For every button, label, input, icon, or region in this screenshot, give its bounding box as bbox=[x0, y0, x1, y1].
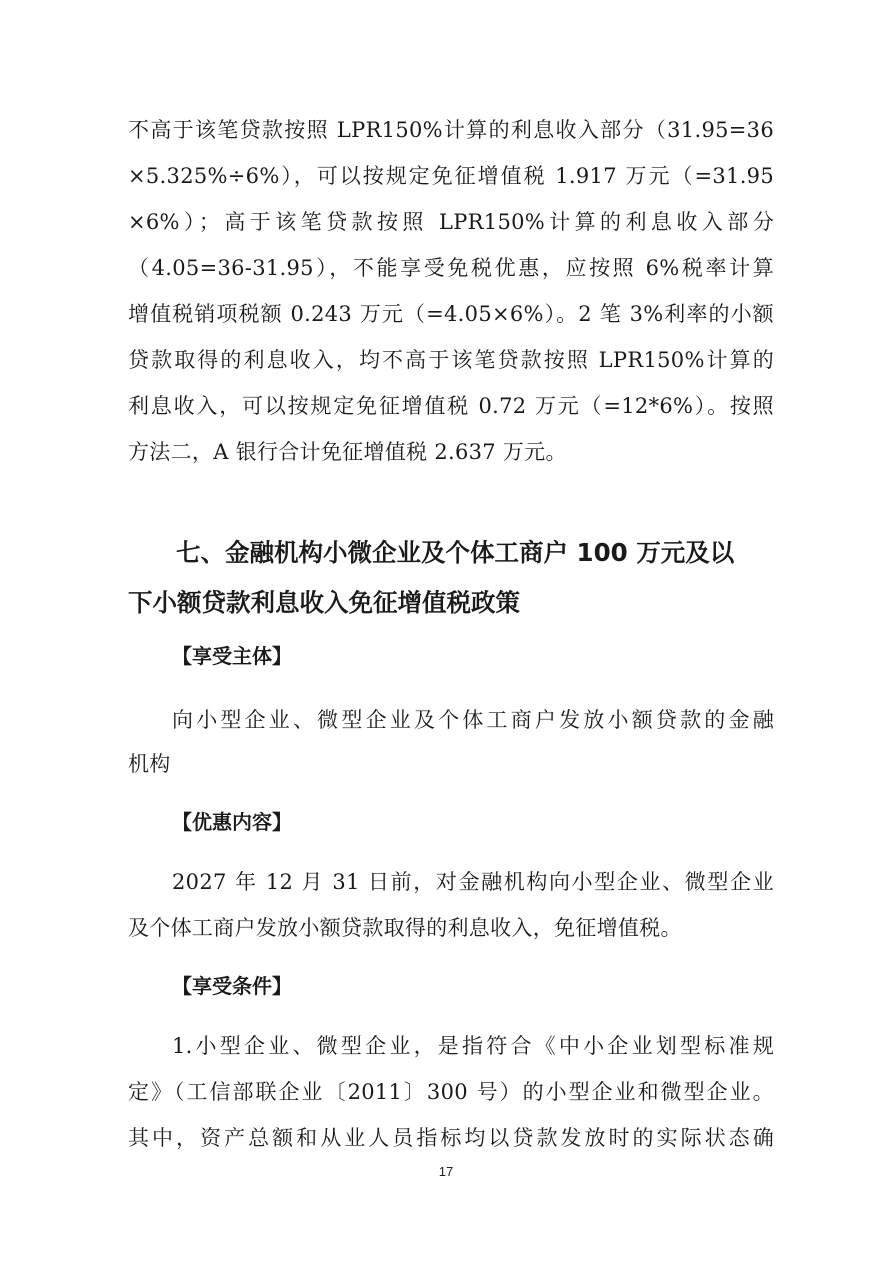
section-heading-line: 七、金融机构小微企业及个体工商户 100 万元及以 bbox=[176, 538, 735, 567]
paragraph-line: 贷款取得的利息收入，均不高于该笔贷款按照 LPR150%计算的 bbox=[128, 348, 774, 372]
section-heading-line: 下小额贷款利息收入免征增值税政策 bbox=[128, 588, 520, 617]
benefit-line: 2027 年 12 月 31 日前，对金融机构向小型企业、微型企业 bbox=[172, 870, 774, 894]
benefit-line: 及个体工商户发放小额贷款取得的利息收入，免征增值税。 bbox=[128, 916, 682, 940]
paragraph-line: ×6%）；高于该笔贷款按照 LPR150%计算的利息收入部分 bbox=[128, 210, 774, 234]
page-number: 17 bbox=[438, 1164, 454, 1179]
subject-label: 【享受主体】 bbox=[172, 644, 292, 668]
paragraph-line: 不高于该笔贷款按照 LPR150%计算的利息收入部分（31.95=36 bbox=[128, 118, 774, 142]
paragraph-line: ×5.325%÷6%），可以按规定免征增值税 1.917 万元（=31.95 bbox=[128, 164, 774, 188]
conditions-label: 【享受条件】 bbox=[172, 974, 292, 998]
conditions-line: 定》（工信部联企业〔2011〕300 号）的小型企业和微型企业。 bbox=[128, 1080, 774, 1104]
benefit-label: 【优惠内容】 bbox=[172, 810, 292, 834]
subject-line: 机构 bbox=[128, 752, 171, 776]
conditions-line: 1.小型企业、微型企业，是指符合《中小企业划型标准规 bbox=[172, 1034, 774, 1058]
paragraph-line: 增值税销项税额 0.243 万元（=4.05×6%）。2 笔 3%利率的小额 bbox=[128, 302, 774, 326]
conditions-line: 其中，资产总额和从业人员指标均以贷款发放时的实际状态确 bbox=[128, 1126, 774, 1150]
paragraph-line: （4.05=36-31.95），不能享受免税优惠，应按照 6%税率计算 bbox=[128, 256, 774, 280]
paragraph-line: 方法二，A 银行合计免征增值税 2.637 万元。 bbox=[128, 440, 567, 464]
paragraph-line: 利息收入，可以按规定免征增值税 0.72 万元（=12*6%）。按照 bbox=[128, 394, 774, 418]
subject-line: 向小型企业、微型企业及个体工商户发放小额贷款的金融 bbox=[172, 708, 774, 732]
